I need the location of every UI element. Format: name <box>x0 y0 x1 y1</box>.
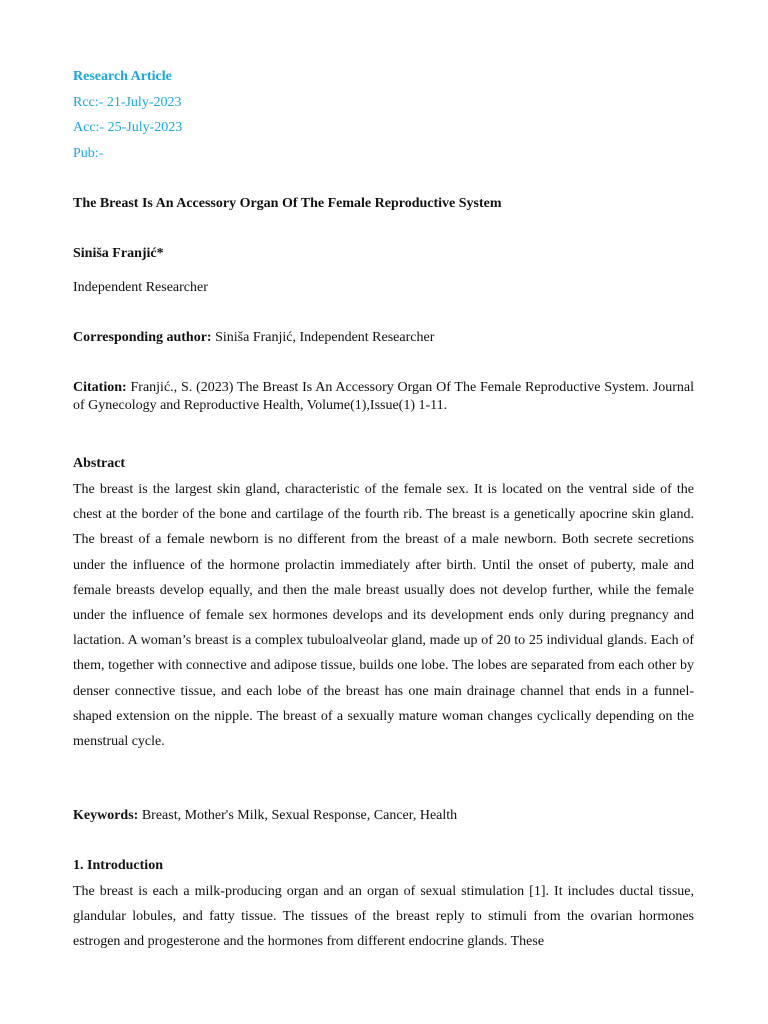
citation-value: Franjić., S. (2023) The Breast Is An Accessory Organ Of The Female Reproductive System. Journal of Gynecology and Reproductive Health, Volume(1),Issue(1) 1-11. <box>73 380 695 413</box>
author-affiliation: Independent Researcher <box>73 280 208 295</box>
corresponding-label: Corresponding author: <box>73 330 212 345</box>
published-date: Pub:- <box>73 146 104 161</box>
article-type: Research Article <box>73 69 172 84</box>
keywords-label: Keywords: <box>73 808 139 823</box>
introduction-text: The breast is each a milk-producing organ and an organ of sexual stimulation [1]. It includes ductal tissue, glandular lobules, and fatty tissue. The tissues of the breast reply to stimuli from the ovarian hormones estrogen and progesterone and the hormones from different endocrine glands. These <box>73 884 694 950</box>
abstract-text: The breast is the largest skin gland, characteristic of the female sex. It is located on the ventral side of the chest at the border of the bone and cartilage of the fourth rib. The breast is a genetically apocrine skin gland. The breast of a female newborn is no different from the breast of a male newborn. Both secrete secretions under the influence of the hormone prolactin immediately after birth. Until the onset of puberty, male and female breasts develop equally, and then the male breast usually does not develop further, while the female under the influence of female sex hormones develops and its development ends only during pregnancy and lactation. A woman’s breast is a complex tubuloalveolar gland, made up of 20 to 25 individual glands. Each of them, together with connective and adipose tissue, builds one lobe. The lobes are separated from each other by denser connective tissue, and each lobe of the breast has one main drainage channel that ends in a funnel-shaped extension on the nipple. The breast of a sexually mature woman changes cyclically depending on the menstrual cycle. <box>73 482 694 750</box>
corresponding-author <box>73 329 434 347</box>
accepted-date: Acc:- 25-July-2023 <box>73 120 183 135</box>
received-date: Rcc:- 21-July-2023 <box>73 95 182 110</box>
corresponding-value: Siniša Franjić, Independent Researcher <box>215 330 435 345</box>
citation-label: Citation: <box>73 380 127 395</box>
keywords <box>73 807 457 825</box>
introduction-heading: 1. Introduction <box>73 858 163 873</box>
author-name: Siniša Franjić* <box>73 246 164 261</box>
citation <box>73 379 694 415</box>
keywords-value: Breast, Mother's Milk, Sexual Response, Cancer, Health <box>141 808 458 823</box>
abstract-heading: Abstract <box>73 456 126 471</box>
article-title: The Breast Is An Accessory Organ Of The Female Reproductive System <box>73 196 502 211</box>
